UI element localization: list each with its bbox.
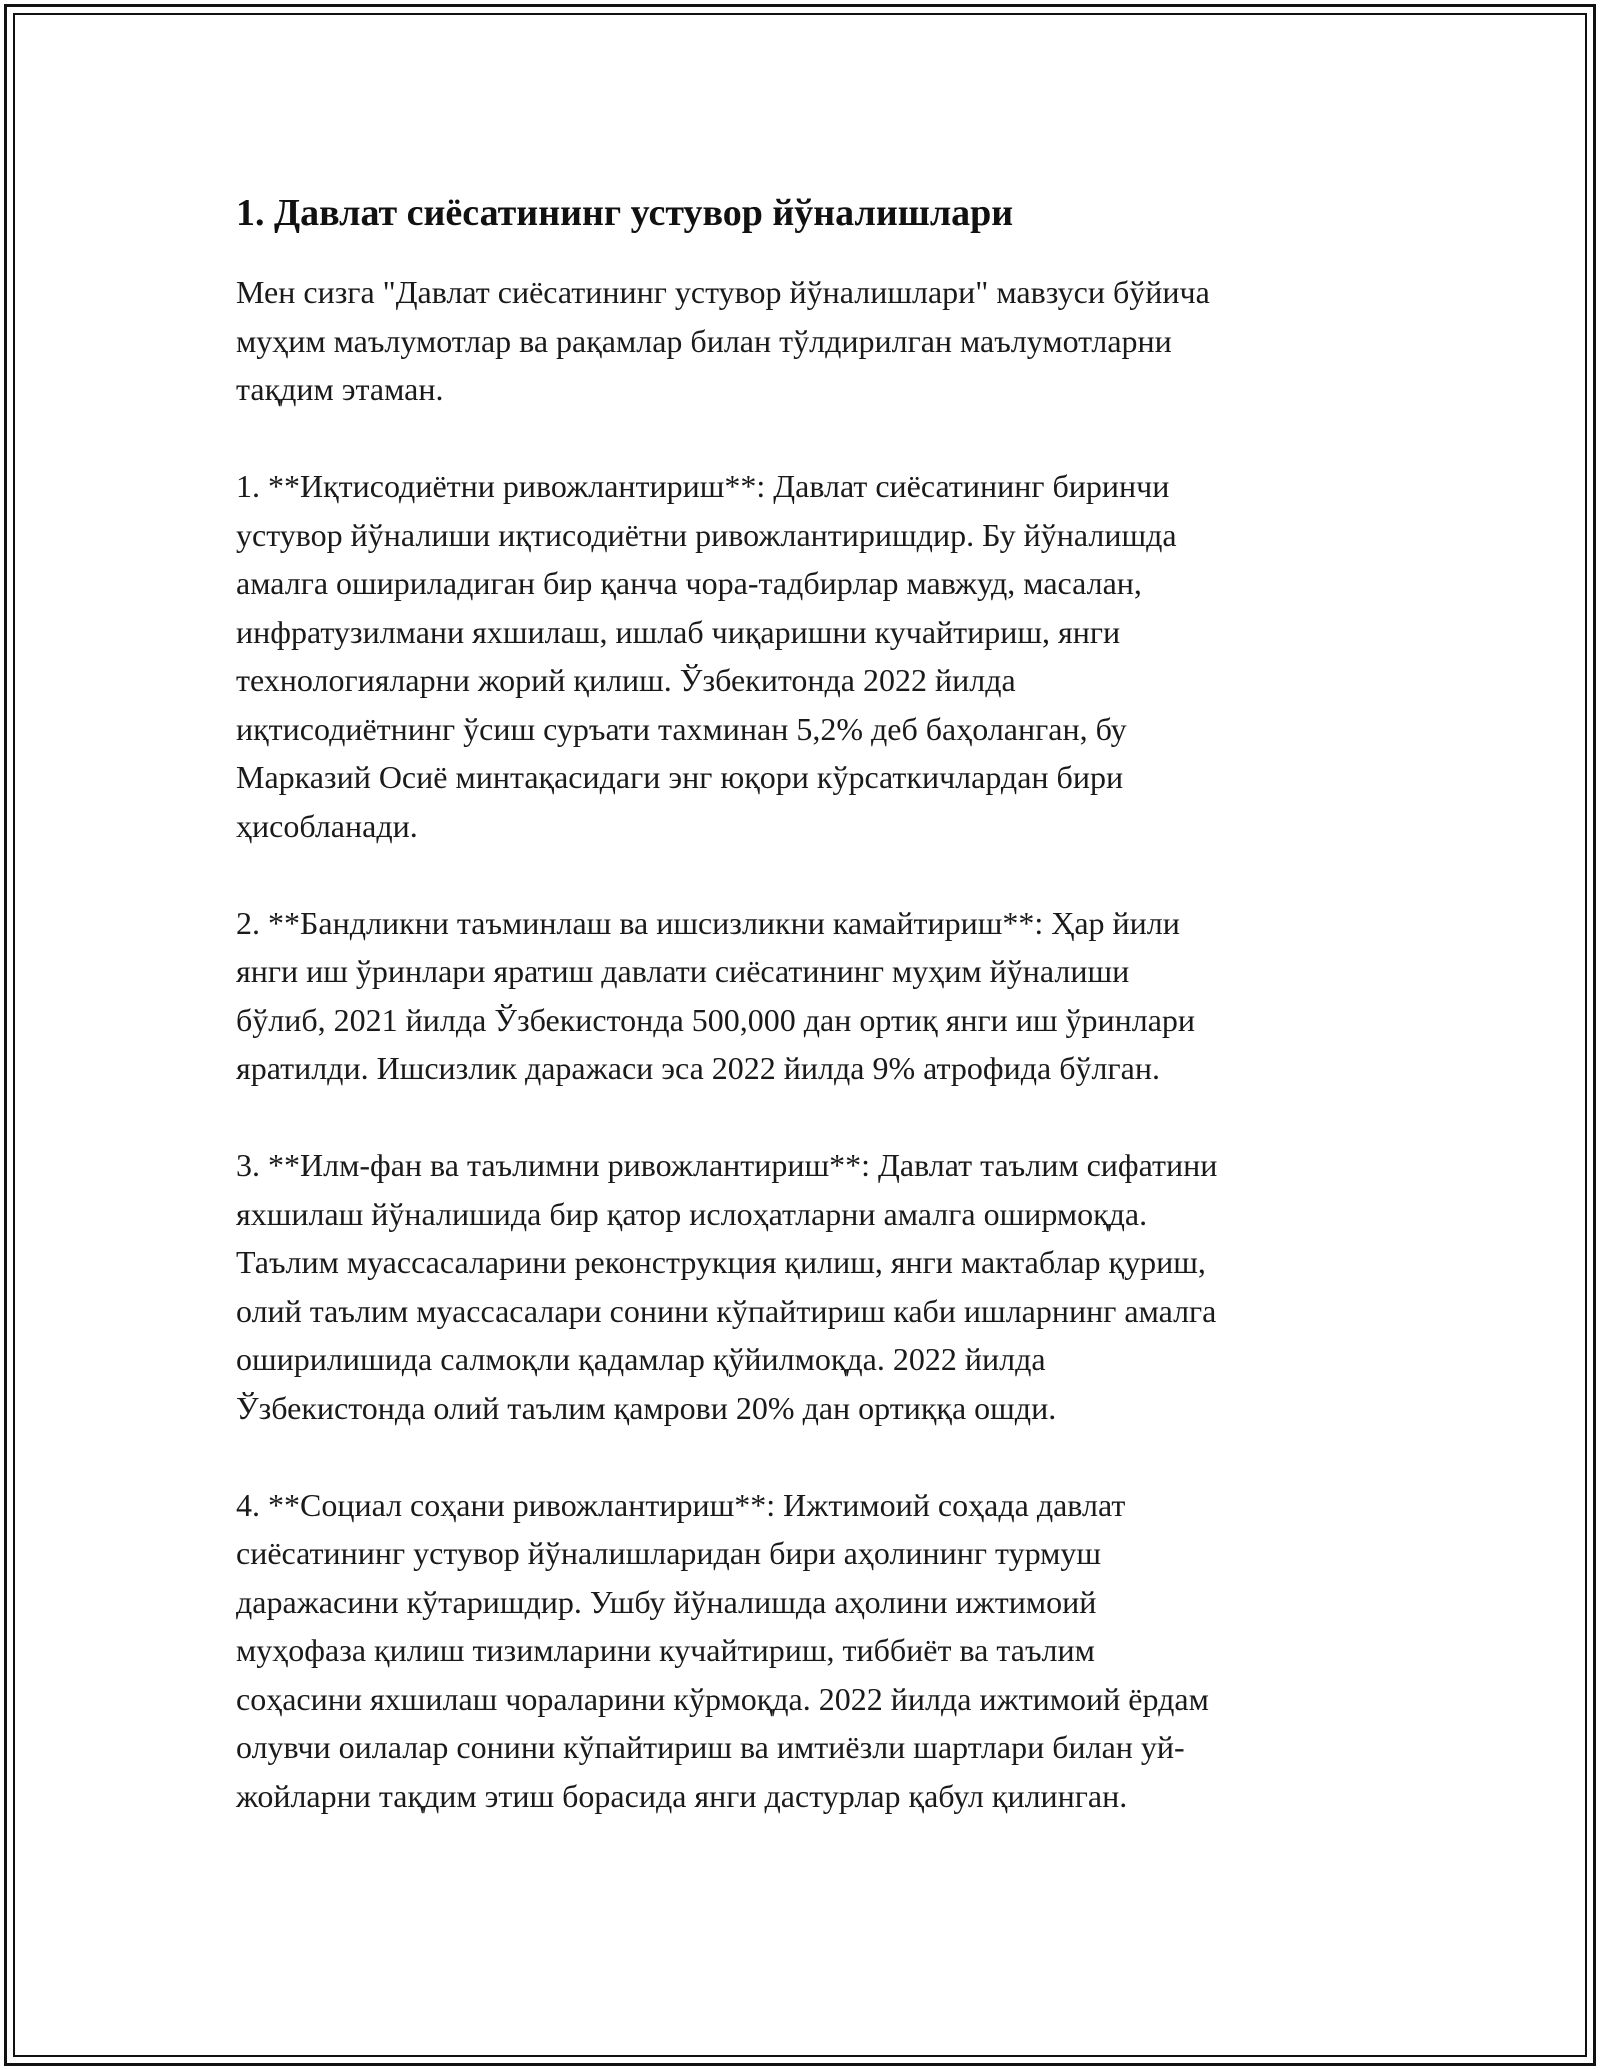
document-body (236, 188, 1366, 1820)
section-economy-paragraph: 1. **Иқтисодиётни ривожлантириш**: Давлат сиёсатининг биринчи устувор йўналиши иқтисодиётни ривожлантиришдир. Бу йўналишда амалга ошириладиган бир қанча чора-тадбирлар мавжуд, масалан, инфратузилмани яхшилаш, ишлаб чиқаришни кучайтириш, янги технологияларни жорий қилиш. Ўзбекитонда 2022 йилда иқтисодиётнинг ўсиш суръати тахминан 5,2% деб баҳоланган, бу Марказий Осиё минтақасидаги энг юқори кўрсаткичлардан бири ҳисобланади. (236, 468, 1177, 844)
section-education-paragraph: 3. **Илм-фан ва таълимни ривожлантириш**: Давлат таълим сифатини яхшилаш йўналишида бир қатор ислоҳатларни амалга оширмоқда. Таълим муассасаларини реконструкция қилиш, янги мактаблар қуриш, олий таълим муассасалари сонини кўпайтириш каби ишларнинг амалга оширилишида салмоқли қадамлар қўйилмоқда. 2022 йилда Ўзбекистонда олий таълим қамрови 20% дан ортиққа ошди. (236, 1147, 1218, 1426)
section-social-paragraph: 4. **Социал соҳани ривожлантириш**: Ижтимоий соҳада давлат сиёсатининг устувор йўналишларидан бири аҳолининг турмуш даражасини кўтаришдир. Ушбу йўналишда аҳолини ижтимоий муҳофаза қилиш тизимларини кучайтириш, тиббиёт ва таълим соҳасини яхшилаш чораларини кўрмоқда. 2022 йилда ижтимоий ёрдам олувчи оилалар сонини кўпайтириш ва имтиёзли шартлари билан уй- жойларни тақдим этиш борасида янги дастурлар қабул қилинган. (236, 1486, 1209, 1814)
document-title: 1. Давлат сиёсатининг устувор йўналишлари (236, 192, 1014, 234)
section-employment-paragraph: 2. **Бандликни таъминлаш ва ишсизликни камайтириш**: Ҳар йили янги иш ўринлари яратиш давлати сиёсатининг муҳим йўналиши бўлиб, 2021 йилда Ўзбекистонда 500,000 дан ортиқ янги иш ўринлари яратилди. Ишсизлик даражаси эса 2022 йилда 9% атрофида бўлган. (236, 904, 1196, 1086)
intro-paragraph: Мен сизга "Давлат сиёсатининг устувор йўналишлари" мавзуси бўйича муҳим маълумотлар ва рақамлар билан тўлдирилган маълумотларни тақдим этаман. (236, 274, 1210, 407)
